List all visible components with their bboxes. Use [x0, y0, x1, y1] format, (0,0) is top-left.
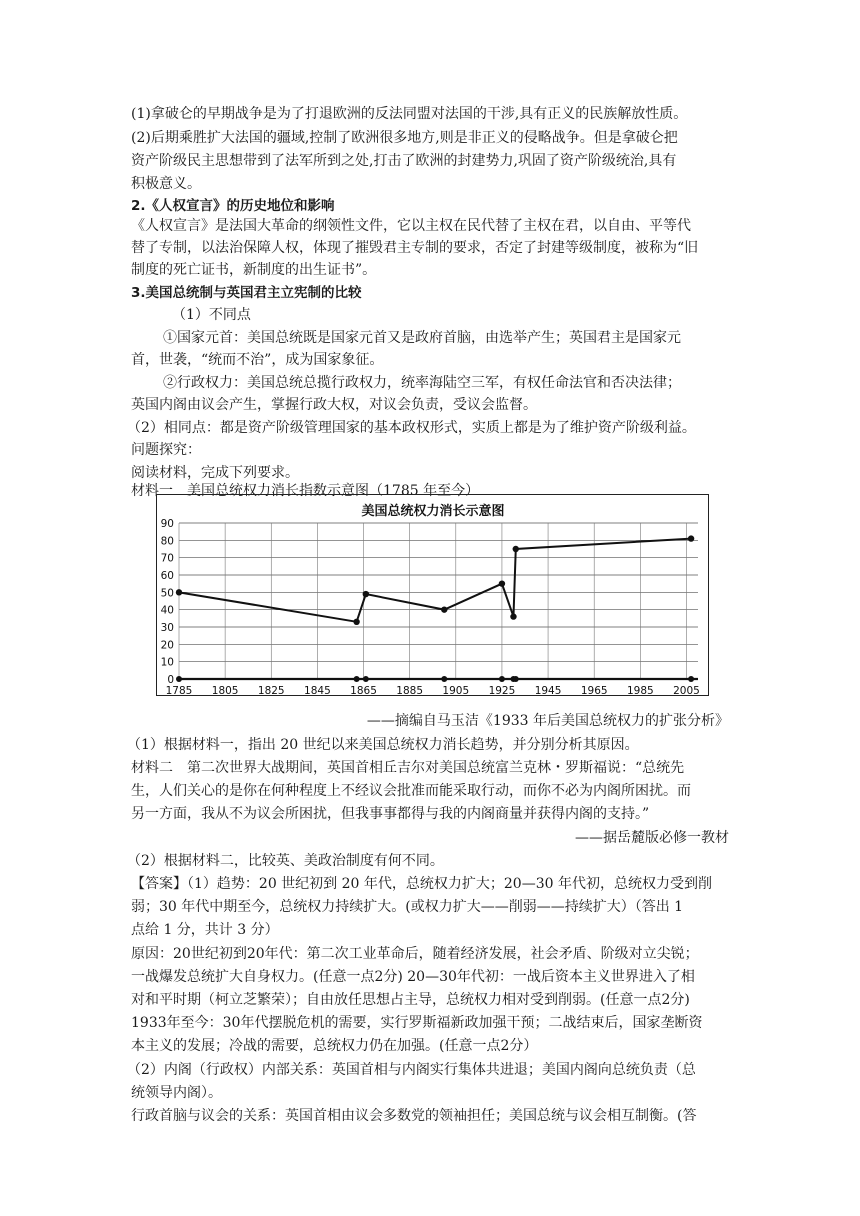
data-point	[353, 619, 359, 625]
text-line: ②行政权力：美国总统总揽行政权力，统率海陆空三军，有权任命法官和否决法律；	[163, 375, 681, 391]
text-line: （2）根据材料二，比较英、美政治制度有何不同。	[127, 853, 444, 869]
y-tick-label: 80	[160, 535, 174, 548]
text-line: （1）不同点	[172, 307, 251, 323]
answer-line: 点给 1 分，共计 3 分）	[131, 922, 279, 938]
section-heading: 3.美国总统制与英国君主立宪制的比较	[131, 285, 362, 301]
answer-line: 本主义的发展；冷战的需要，总统权力仍在加强。(任意一点2分）	[131, 1038, 538, 1054]
text-line: 替了专制，以法治保障人权，体现了摧毁君主专制的要求，否定了封建等级制度，被称为“旧	[131, 240, 699, 256]
data-point	[513, 546, 519, 552]
x-tick-label: 1805	[211, 685, 239, 697]
x-tick-label: 1965	[580, 685, 608, 697]
text-line: 首，世袭，“统而不治”，成为国家象征。	[131, 352, 384, 368]
x-tick-label: 1925	[488, 685, 516, 697]
section-heading: 2.《人权宣言》的历史地位和影响	[131, 198, 335, 214]
baseline-marker	[513, 676, 519, 682]
x-tick-label: 1845	[304, 685, 331, 697]
data-point	[363, 591, 369, 597]
baseline-marker	[354, 676, 360, 682]
answer-line: 原因：20世纪初到20年代：第二次工业革命后，随着经济发展，社会矛盾、阶级对立尖锐；	[131, 946, 699, 962]
answer-line: 弱；30 年代中期至今，总统权力持续扩大。(或权力扩大——削弱——持续扩大）（答出 1	[131, 899, 684, 915]
x-tick-label: 1885	[396, 685, 424, 697]
answer-line: 行政首脑与议会的关系：英国首相由议会多数党的领袖担任；美国总统与议会相互制衡。(答	[131, 1108, 697, 1124]
text-line: 《人权宣言》是法国大革命的纲领性文件，它以主权在民代替了主权在君，以自由、平等代	[131, 218, 691, 234]
text-line: （1）根据材料一，指出 20 世纪以来美国总统权力消长趋势，并分别分析其原因。	[127, 737, 639, 753]
text-line: (1)拿破仑的早期战争是为了打退欧洲的反法同盟对法国的干涉,具有正义的民族解放性质。	[131, 106, 688, 122]
y-tick-label: 70	[160, 552, 174, 565]
data-point	[176, 589, 182, 595]
text-line: ①国家元首：美国总统既是国家元首又是政府首脑，由选举产生；英国君主是国家元	[163, 330, 681, 346]
baseline-marker	[363, 676, 369, 682]
x-tick-label: 1985	[626, 685, 654, 697]
y-tick-label: 50	[160, 587, 174, 600]
answer-line: 统领导内阁）。	[131, 1085, 222, 1101]
source-citation: ——摘编自马玉洁《1933 年后美国总统权力的扩张分析》	[366, 713, 729, 729]
text-line: 英国内阁由议会产生，掌握行政大权，对议会负责，受议会监督。	[131, 397, 537, 413]
y-tick-label: 90	[160, 518, 174, 530]
answer-line: 一战爆发总统扩大自身权力。(任意一点2分) 20—30年代初：一战后资本主义世界进入了相	[131, 969, 695, 985]
data-point	[688, 535, 694, 541]
data-point	[441, 606, 447, 612]
material-caption: 材料一 美国总统权力消长指数示意图（1785 年至今）	[131, 483, 480, 499]
chart-frame	[156, 494, 709, 696]
text-line: 材料二 第二次世界大战期间，英国首相丘吉尔对美国总统富兰克林・罗斯福说：“总统先	[131, 760, 685, 776]
text-line: 制度的死亡证书，新制度的出生证书”。	[131, 262, 377, 278]
baseline-marker	[441, 676, 447, 682]
data-point	[499, 580, 505, 586]
answer-line: 对和平时期（柯立芝繁荣）；自由放任思想占主导，总统权力相对受到削弱。(任意一点2分)	[131, 992, 690, 1008]
text-line: （2）相同点：都是资产阶级管理国家的基本政权形式，实质上都是为了维护资产阶级利益。	[127, 420, 696, 436]
source-citation: ——据岳麓版必修一教材	[575, 830, 729, 846]
text-line: 阅读材料，完成下列要求。	[131, 465, 299, 481]
y-tick-label: 0	[167, 674, 174, 686]
text-line: 生，人们关心的是你在何种程度上不经议会批准而能采取行动，而你不必为内阁所困扰。而	[131, 783, 691, 799]
data-point	[510, 613, 516, 619]
x-tick-label: 1865	[350, 685, 377, 697]
text-line: 问题探究：	[131, 442, 201, 458]
chart-title: 美国总统权力消长示意图	[361, 504, 505, 519]
baseline-marker	[499, 676, 505, 682]
y-tick-label: 60	[160, 570, 174, 582]
y-tick-label: 20	[160, 639, 174, 652]
baseline-marker	[176, 676, 182, 682]
x-tick-label: 1905	[442, 685, 470, 697]
text-line: (2)后期乘胜扩大法国的疆域,控制了欧洲很多地方,则是非正义的侵略战争。但是拿破仑把	[131, 130, 678, 146]
text-line: 另一方面，我从不为议会所困扰，但我事事都得与我的内阁商量并获得内阁的支持。”	[131, 806, 650, 822]
text-line: 资产阶级民主思想带到了法军所到之处,打击了欧洲的封建势力,巩固了资产阶级统治,具有	[131, 153, 677, 169]
y-tick-label: 30	[160, 622, 174, 634]
x-tick-label: 1945	[534, 685, 562, 697]
answer-line: （2）内阁（行政权）内部关系：英国首相与内阁实行集体共进退；美国内阁向总统负责（总	[127, 1062, 696, 1078]
x-tick-label: 1785	[165, 685, 193, 697]
baseline-marker	[688, 676, 694, 682]
power-index-chart	[157, 495, 710, 697]
y-tick-label: 40	[160, 604, 174, 617]
answer-line: 【答案】（1）趋势：20 世纪初到 20 年代，总统权力扩大；20—30 年代初，总统权力受到削	[131, 876, 712, 892]
x-tick-label: 2005	[673, 685, 700, 697]
y-tick-label: 10	[160, 656, 174, 669]
answer-line: 1933年至今：30年代摆脱危机的需要，实行罗斯福新政加强干预；二战结束后，国家垄断资	[131, 1015, 703, 1031]
x-tick-label: 1825	[257, 685, 285, 697]
text-line: 积极意义。	[131, 176, 201, 192]
